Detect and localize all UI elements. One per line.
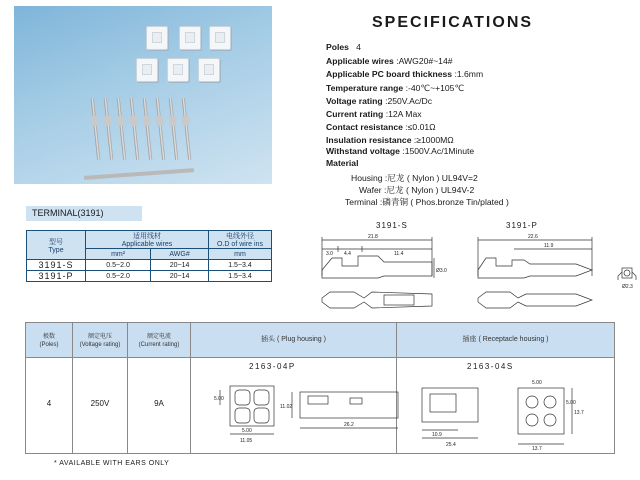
poles-header-en: (Poles)	[39, 342, 59, 348]
awg-cell: 20~14	[151, 271, 209, 282]
poles-header-cn: 极数	[42, 334, 55, 340]
spec-label: Applicable wires	[326, 56, 394, 66]
spec-label: Temperature range	[326, 83, 404, 93]
spec-label: Applicable PC board thickness	[326, 69, 453, 79]
mm2-cell: 0.5~2.0	[86, 260, 151, 271]
wires-header	[86, 231, 209, 249]
spec-label: Voltage rating	[326, 96, 383, 106]
current-cell: 9A	[154, 399, 164, 408]
dim-s-b: 4.4	[344, 251, 351, 257]
receptacle-header-label: 插座 ( Receptacle housing )	[462, 336, 549, 343]
rec-dim-length: 25.4	[446, 442, 456, 448]
drawing-p-label: 3191-P	[506, 221, 538, 230]
material-value: :磷青铜 ( Phos.bronze Tin/plated )	[379, 197, 509, 207]
rec-dim-h: 5.00	[532, 380, 542, 386]
terminal-pin-image	[143, 98, 152, 160]
wires-header-cn: 适用线材	[133, 233, 161, 240]
plug-header	[191, 323, 397, 357]
terminal-pin-image	[117, 98, 126, 160]
type-header	[27, 231, 86, 260]
wires-header-en: Applicable wires	[121, 241, 173, 248]
terminal-pin-image	[104, 98, 113, 160]
rec-dim-width: 13.7	[532, 446, 542, 452]
spec-label: Poles	[326, 42, 349, 52]
voltage-header-en: (Voltage rating)	[79, 342, 121, 348]
plug-dim-width: 11.05	[240, 438, 253, 444]
spec-value: :≥1000MΩ	[413, 135, 454, 145]
unit-mm: mm	[209, 249, 272, 260]
housing-image	[136, 58, 158, 82]
material-row-terminal	[345, 196, 509, 208]
dim-s-dia: Ø3.0	[436, 268, 447, 274]
dim-p-b: 11.9	[544, 243, 554, 249]
specifications-title: SPECIFICATIONS	[372, 14, 534, 31]
spec-value: :1500V.Ac/1Minute	[402, 146, 475, 156]
footnote: * AVAILABLE WITH EARS ONLY	[54, 460, 170, 467]
current-header-cn: 额定电流	[146, 334, 171, 340]
drawing-s-label: 3191-S	[376, 221, 408, 230]
unit-mm2: mm²	[86, 249, 151, 260]
table-row	[27, 260, 272, 271]
housing-drawings	[210, 374, 610, 454]
mm2-cell: 0.5~2.0	[86, 271, 151, 282]
od-header-en: O.D of wire ins	[217, 241, 263, 248]
poles-cell: 4	[46, 399, 52, 408]
material-row-housing	[351, 172, 478, 184]
receptacle-part-number: 2163-04S	[467, 362, 514, 371]
plug-dim-length: 26.2	[344, 422, 354, 428]
spec-row-pcb-thickness	[326, 69, 483, 79]
housing-image	[167, 58, 189, 82]
housing-image	[198, 58, 220, 82]
spec-value: :12A Max	[385, 109, 422, 119]
plug-dim-height: 11.02	[280, 404, 293, 410]
type-cell: 3191-P	[27, 271, 86, 282]
spec-label: Contact resistance	[326, 122, 403, 132]
spec-row-withstand-voltage	[326, 146, 474, 156]
spec-value: :≤0.01Ω	[405, 122, 436, 132]
voltage-header	[73, 323, 128, 357]
spec-value: 4	[356, 42, 361, 52]
receptacle-header	[397, 323, 614, 357]
type-header-cn: 型号	[49, 238, 63, 246]
spec-label: Insulation resistance	[326, 135, 412, 145]
material-label: Housing	[351, 173, 383, 183]
current-header	[128, 323, 191, 357]
spec-value: :AWG20#~14#	[396, 56, 453, 66]
terminal-drawings	[314, 232, 633, 318]
spec-row-temperature	[326, 83, 464, 94]
od-cell: 1.5~3.4	[209, 271, 272, 282]
housing-image	[179, 26, 201, 50]
plug-header-label: 插头 ( Plug housing )	[261, 336, 326, 343]
current-header-en: (Current rating)	[138, 342, 180, 348]
dim-p-length: 22.6	[528, 234, 538, 240]
dim-s-a: 3.0	[326, 251, 333, 257]
plug-dim-h: 5.00	[242, 428, 252, 434]
terminal-pin-image	[182, 98, 191, 160]
awg-cell: 20~14	[151, 260, 209, 271]
dim-s-length: 21.8	[368, 234, 378, 240]
od-header	[209, 231, 272, 249]
terminal-pin-image	[156, 98, 165, 160]
spec-row-wires	[326, 56, 453, 66]
unit-awg: AWG#	[151, 249, 209, 260]
terminal-pin-image	[169, 98, 178, 160]
column-divider	[190, 357, 191, 453]
material-label: Wafer	[359, 185, 382, 195]
od-cell: 1.5~3.4	[209, 260, 272, 271]
spec-value: :250V.Ac/Dc	[385, 96, 433, 106]
spec-label: Withstand voltage	[326, 146, 400, 156]
header-divider	[26, 357, 614, 358]
housing-image	[146, 26, 168, 50]
housing-image	[209, 26, 231, 50]
dim-p-dia: Ø2.3	[622, 284, 633, 290]
material-label: Terminal	[345, 197, 378, 207]
table-row	[27, 271, 272, 282]
spec-value: :-40℃~+105℃	[405, 83, 465, 93]
type-cell: 3191-S	[27, 260, 86, 271]
voltage-header-cn: 额定电压	[87, 334, 112, 340]
dim-s-c: 11.4	[394, 251, 404, 257]
terminal-pin-image	[91, 98, 100, 160]
terminal-spec-table	[26, 230, 272, 282]
plug-part-number: 2163-04P	[249, 362, 296, 371]
spec-row-contact-resistance	[326, 122, 436, 132]
plug-dim-v: 5.00	[214, 396, 224, 402]
spec-row-voltage	[326, 96, 432, 106]
carrier-strip-image	[84, 168, 194, 180]
rec-dim-height: 13.7	[574, 410, 584, 416]
spec-row-current	[326, 109, 422, 119]
rec-dim-a: 10.9	[432, 432, 442, 438]
terminal-section-label: TERMINAL(3191)	[26, 206, 142, 221]
material-row-wafer	[359, 184, 474, 196]
spec-label: Current rating	[326, 109, 384, 119]
product-photo	[14, 6, 272, 184]
spec-value: :1.6mm	[454, 69, 484, 79]
type-header-en: Type	[48, 246, 64, 254]
spec-row-insulation-resistance	[326, 135, 454, 145]
terminal-pin-image	[130, 98, 139, 160]
spec-label: Material	[326, 158, 359, 168]
poles-header	[26, 323, 73, 357]
spec-row-poles	[326, 42, 361, 52]
voltage-cell: 250V	[90, 399, 110, 408]
spec-row-material	[326, 158, 358, 168]
material-value: :尼龙 ( Nylon ) UL94V-2	[384, 185, 475, 195]
material-value: :尼龙 ( Nylon ) UL94V=2	[384, 173, 478, 183]
od-header-cn: 电线外径	[226, 233, 254, 240]
rec-dim-v: 5.00	[566, 400, 576, 406]
